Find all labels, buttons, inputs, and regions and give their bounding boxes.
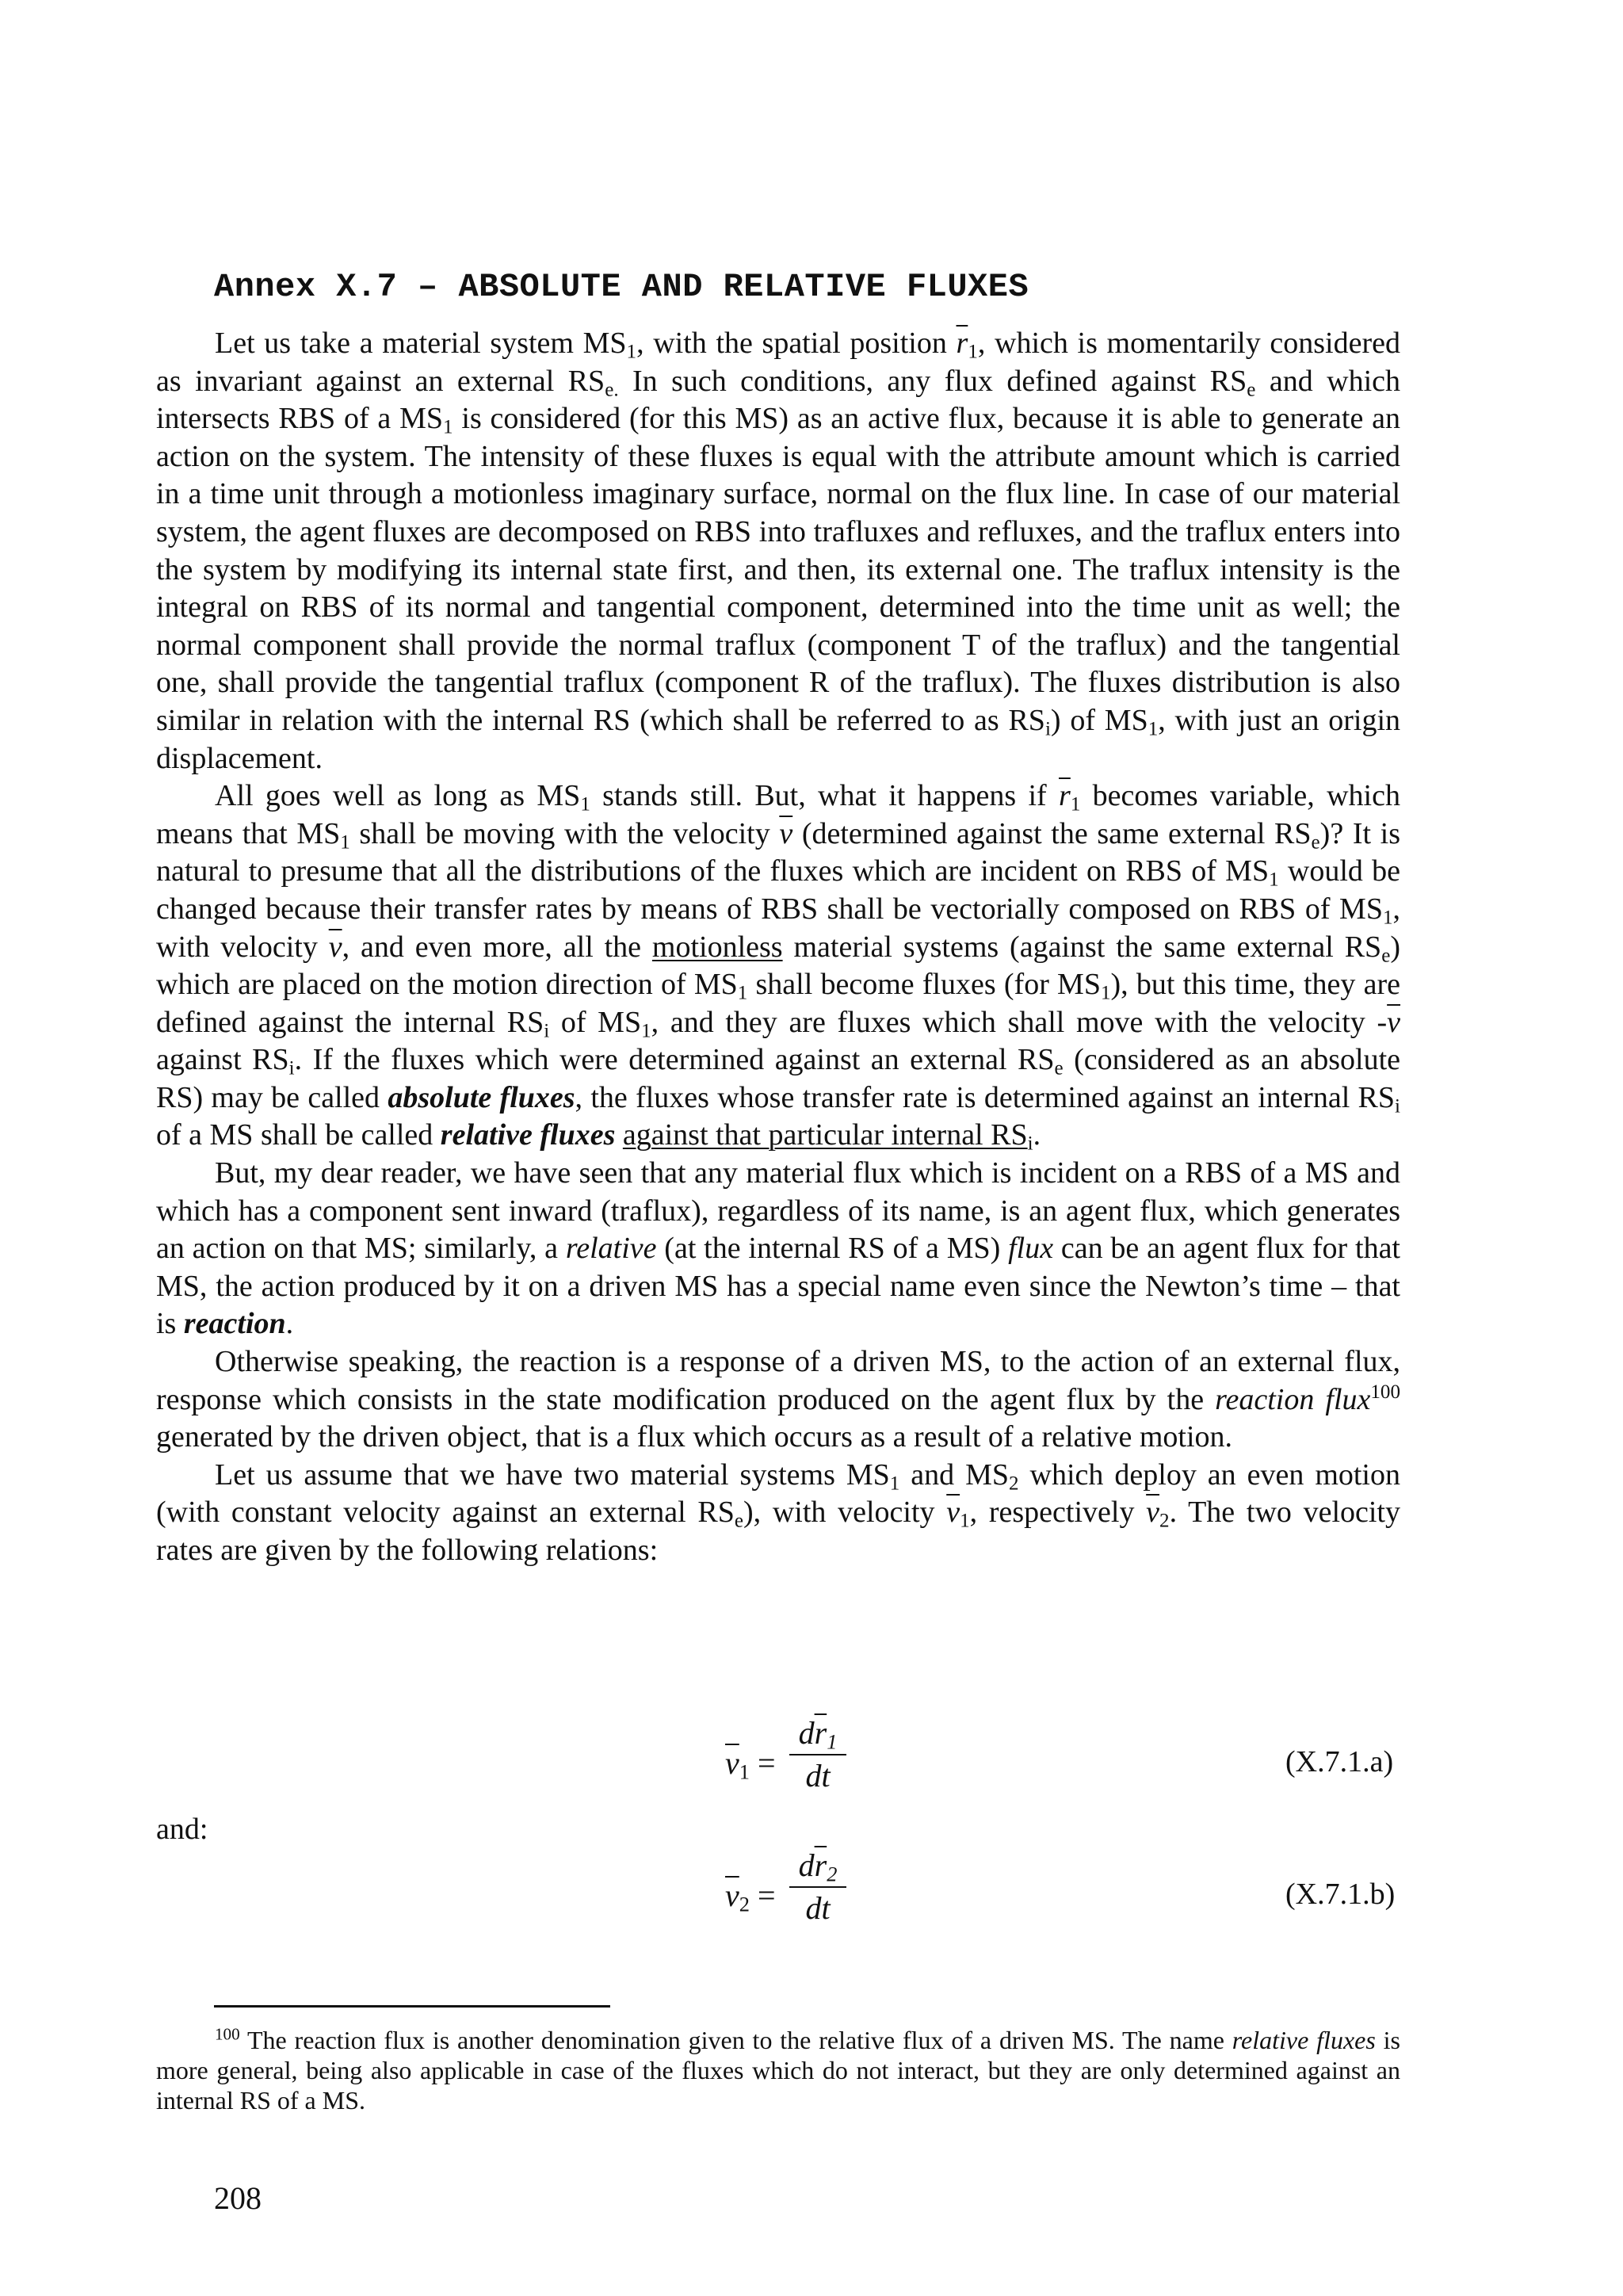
italic-word: flux — [1008, 1232, 1054, 1266]
subscript: 1 — [1100, 982, 1111, 1004]
text-span: of a MS shall be called — [156, 1118, 441, 1152]
term-relative-fluxes: relative fluxes — [440, 1118, 616, 1152]
subscript: e — [1311, 831, 1320, 853]
differential: d — [798, 1847, 815, 1883]
text-span: against that particular internal RS — [622, 1118, 1028, 1152]
position-vector: $\overline{r}$ — [814, 1847, 827, 1883]
text-span: . If the fluxes which were determined against an external RS — [294, 1043, 1055, 1077]
equation-lhs — [725, 1877, 776, 1914]
italic-word: reaction flux — [1215, 1382, 1371, 1416]
subscript: 1 — [340, 831, 350, 853]
text-span: Let us take a material system MS — [215, 327, 627, 360]
subscript: 2 — [1159, 1510, 1170, 1532]
text-span: ) which are placed on the motion direction of MS — [156, 930, 1400, 1002]
text-span: . — [1033, 1118, 1041, 1152]
text-span: But, my dear reader, we have seen that any material flux which is incident on a RBS of a MS and which has a component sent inward (traflux), regardless of its name, is an agent flux, which generates an action on that MS; similarly, a — [156, 1156, 1400, 1266]
text-span: can be an agent flux for that MS, the action produced by it on a driven MS has a special name even since the Newton’s time – that is — [156, 1232, 1400, 1341]
velocity-vector: $\overline{v}$ — [1387, 1005, 1401, 1039]
text-span: The reaction flux is another denomination given to the relative flux of a driven MS. The name — [239, 2026, 1232, 2054]
fraction-denominator: dt — [805, 1890, 831, 1926]
text-span: Let us assume that we have two material systems MS — [215, 1457, 890, 1492]
subscript: 1 — [960, 1510, 970, 1532]
position-vector: $\overline{r}$ — [1059, 779, 1071, 813]
text-span: generated by the driven object, that is a flux which occurs as a result of a relative motion. — [156, 1420, 1233, 1454]
text-span: , with just an origin displacement. — [156, 703, 1400, 775]
velocity-vector: $\overline{v}$ — [779, 816, 793, 850]
text-span: becomes variable, which means that MS — [156, 779, 1400, 850]
fraction — [789, 1716, 846, 1794]
text-span: against RS — [156, 1043, 289, 1077]
paragraph-4 — [156, 1343, 1400, 1457]
text-span: . The two velocity rates are given by the following relations: — [156, 1496, 1400, 1567]
subscript: 1 — [737, 982, 748, 1004]
fraction-bar — [789, 1886, 846, 1888]
text-span: , and even more, all the — [342, 930, 652, 964]
subscript: 1 — [739, 1759, 750, 1784]
text-span: , the fluxes whose transfer rate is determined against an internal RS — [575, 1080, 1396, 1114]
equation-number: (X.7.1.a) — [1285, 1745, 1394, 1778]
text-span: and which intersects RBS of a MS — [156, 364, 1400, 436]
position-vector: $\overline{r}$ — [814, 1715, 827, 1751]
differential: d — [798, 1715, 815, 1751]
text-span: In such conditions, any flux defined against RS — [618, 364, 1247, 398]
subscript: e — [1054, 1057, 1064, 1079]
paragraph-3 — [156, 1155, 1400, 1343]
velocity-vector: $\overline{v}$ — [946, 1496, 960, 1530]
velocity-vector: $\overline{v}$ — [725, 1878, 739, 1913]
subscript: 1 — [626, 341, 637, 363]
footnote-text — [156, 2025, 1400, 2115]
text-span: stands still. But, what it happens if — [590, 779, 1060, 813]
fraction-bar — [789, 1754, 846, 1755]
paragraph-5 — [156, 1457, 1400, 1570]
equals-sign: = — [757, 1878, 776, 1913]
text-span: is more general, being also applicable in case of the fluxes which do not interact, but they are only determined against an internal RS of a MS. — [156, 2026, 1400, 2115]
term-reaction: reaction — [183, 1307, 286, 1341]
footnote-reference[interactable]: 100 — [1370, 1381, 1401, 1403]
text-span: shall become fluxes (for MS — [747, 968, 1101, 1002]
term-absolute-fluxes: absolute fluxes — [388, 1080, 575, 1114]
fraction-denominator: dt — [805, 1758, 831, 1794]
text-span: Otherwise speaking, the reaction is a response of a driven MS, to the action of an external flux, response which consists in the state modification produced on the agent flux by the — [156, 1345, 1400, 1416]
equation-number: (X.7.1.b) — [1285, 1878, 1396, 1911]
subscript: 1 — [1070, 793, 1081, 816]
velocity-vector: $\overline{v}$ — [1146, 1496, 1160, 1530]
subscript: 1 — [889, 1473, 900, 1495]
underlined-phrase — [622, 1118, 1033, 1155]
text-span: and MS — [899, 1457, 1010, 1492]
text-span: ), with velocity — [743, 1496, 947, 1530]
subscript: 1 — [443, 416, 453, 438]
text-span: . — [285, 1307, 294, 1341]
text-span: shall be moving with the velocity — [349, 816, 780, 850]
text-span: (considered as an absolute RS) may be called — [156, 1043, 1400, 1114]
underlined-word: motionless — [651, 930, 783, 964]
subscript: 1 — [580, 793, 590, 816]
subscript: e — [1247, 378, 1256, 400]
paragraph-1 — [156, 325, 1400, 777]
connector-text: and: — [156, 1813, 208, 1846]
footnote-number: 100 — [215, 2024, 240, 2044]
position-vector: $\overline{r}$ — [956, 327, 968, 360]
text-span: ), but this time, they are defined against the internal RS — [156, 968, 1400, 1039]
subscript: e — [1381, 944, 1391, 966]
text-span: is considered (for this MS) as an active flux, because it is able to generate an action on the system. The intensity of these fluxes is equal with the attribute amount which is carried in a time unit through a motionless imaginary surface, normal on the flux line. In case of our material system, the agent fluxes are decomposed on RBS into trafluxes and refluxes, and the traflux enters into the system by modifying its internal state first, and then, its external one. The traflux intensity is the integral on RBS of its normal and tangential component, determined into the time unit as well; the normal component shall provide the normal traflux (component T of the traflux) and the tangential one, shall provide the tangential traflux (component R of the traflux). The fluxes distribution is also similar in relation with the internal RS (which shall be referred to as RS — [156, 402, 1401, 737]
text-span: (at the internal RS of a MS) — [656, 1232, 1009, 1266]
text-span: All goes well as long as MS — [215, 779, 581, 813]
footnote-separator — [214, 2005, 610, 2008]
subscript: 1 — [1382, 907, 1393, 929]
text-span: (determined against the same external RS — [792, 816, 1312, 850]
page-number: 208 — [214, 2180, 262, 2216]
text-span: , with the spatial position — [636, 327, 957, 360]
subscript: i — [1044, 718, 1051, 740]
subscript: 2 — [739, 1892, 750, 1916]
text-span: which deploy an even motion (with constant velocity against an external RS — [156, 1457, 1400, 1530]
section-heading: Annex X.7 – ABSOLUTE AND RELATIVE FLUXES — [214, 268, 1029, 306]
subscript: 1 — [641, 1019, 651, 1041]
text-span: would be changed because their transfer rates by means of RBS shall be vectorially composed on RBS of MS — [156, 854, 1400, 926]
paragraph-2 — [156, 777, 1400, 1155]
text-span: material systems (against the same external RS — [782, 930, 1382, 964]
text-span: , and they are fluxes which shall move with the velocity - — [651, 1005, 1388, 1039]
text-span: )? It is natural to presume that all the distributions of the fluxes which are incident on RBS of MS — [156, 816, 1401, 888]
text-span: , with velocity — [156, 892, 1400, 964]
subscript: 2 — [827, 1862, 838, 1886]
subscript: 1 — [1269, 869, 1279, 891]
subscript: 2 — [1009, 1473, 1019, 1495]
velocity-vector: $\overline{v}$ — [328, 930, 342, 964]
footnote — [156, 2025, 1400, 2115]
text-span — [615, 1118, 623, 1152]
text-span: , which is momentarily considered as invariant against an external RS — [156, 327, 1400, 398]
subscript: i — [544, 1019, 550, 1041]
subscript: 1 — [968, 341, 978, 363]
subscript: 1 — [827, 1729, 838, 1754]
equation-1 — [0, 1716, 1623, 1803]
subscript: i — [1395, 1095, 1400, 1117]
subscript: i — [1027, 1133, 1033, 1155]
subscript: e. — [605, 378, 619, 400]
body-text — [156, 325, 1400, 1570]
fraction — [789, 1848, 846, 1926]
italic-word: relative fluxes — [1232, 2026, 1376, 2054]
subscript: e — [734, 1510, 743, 1532]
subscript: i — [288, 1057, 295, 1079]
italic-word: relative — [565, 1232, 657, 1266]
fraction-numerator — [789, 1847, 846, 1886]
text-span: , respectively — [969, 1496, 1147, 1530]
subscript: 1 — [1148, 718, 1159, 740]
text-span: ) of MS — [1050, 703, 1148, 737]
fraction-numerator — [789, 1715, 846, 1754]
equals-sign: = — [757, 1745, 776, 1781]
velocity-vector: $\overline{v}$ — [725, 1745, 739, 1781]
equation-lhs — [725, 1744, 776, 1782]
equation-2 — [0, 1848, 1623, 1935]
text-span: of MS — [549, 1005, 642, 1039]
